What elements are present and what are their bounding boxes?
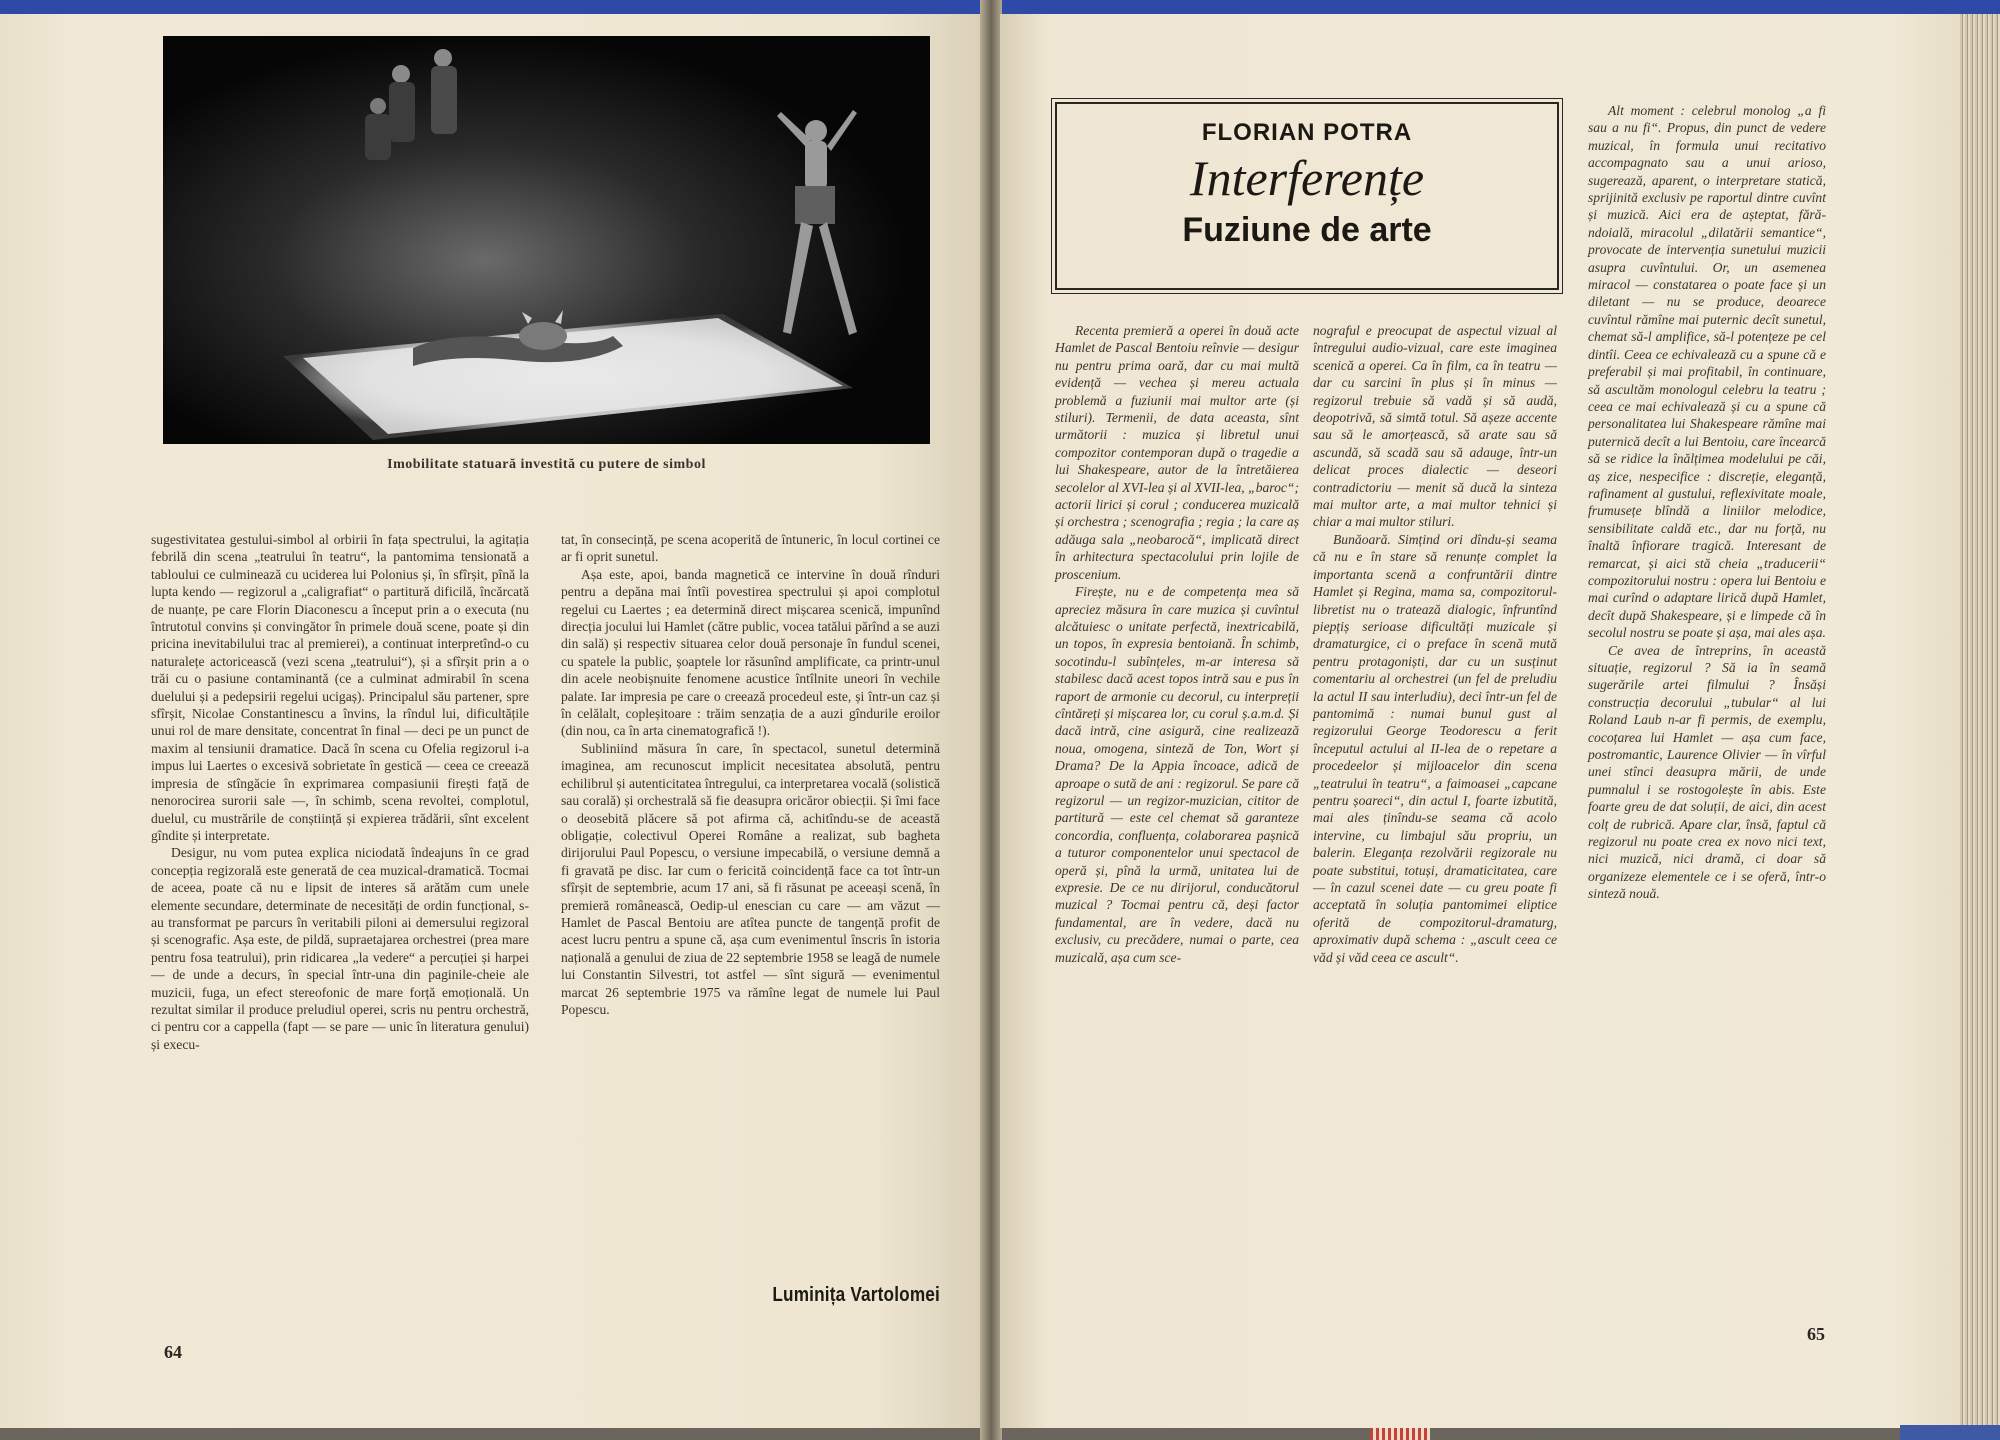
left-page [0, 14, 990, 1428]
page-number-right: 65 [1807, 1324, 1825, 1344]
author-signature: Luminița Vartolomei [772, 1284, 940, 1306]
stage-photo-image [163, 36, 930, 444]
paragraph: Firește, nu e de competența mea să apreciez măsura în care muzica și cuvîntul alcătuiesc o unitate perfectă, inextricabilă, un topos, în expresia bentoiană. În schimb, socotindu-l subînțeles, m-ar interesa să stabilesc dacă acest topos intră sau e pus în raport de armonie cu decorul, cu interpreții cîntăreți și mișcarea lor, cu corul ș.a.m.d. Și dacă intră, cine asigură, cine realizează noua, omogena, sinteză de Ton, Wort și Drama? De la Appia încoace, adică de aproape o sută de ani : regizorul. Se pare că regizorul — un regizor-muzician, cititor de partitură — este cel chemat să garanteze concordia, confluența, colaborarea pașnică a tuturor componentelor unui spectacol de operă și, pînă la urmă, unitatea lui de expresie. De ce nu dirijorul, conducătorul muzical ? Tocmai pentru că, deși factor fundamental, are în vedere, dacă nu exclusiv, cu precădere, numai o parte, cea muzicală, așa cum sce- [1055, 584, 1299, 965]
paragraph: nograful e preocupat de aspectul vizual al întregului audio-vizual, care este imaginea scenică a operei. Ca în film, ca în teatru — dar cu sarcini în plus și în minus — regizorul trebuie să vadă și să audă, deopotrivă, să simtă totul. Să așeze accente sau să le amorțească, să arate sau să ascundă, să scadă sau să adauge, într-un delicat proces dialectic — deseori contradictoriu — menit să ducă la sinteza mai multor arte, a mai multor tehnici și chiar a mai multor stiluri. [1313, 323, 1557, 530]
page-edges [1960, 14, 2000, 1428]
right-page [1000, 14, 1968, 1428]
article-subtitle: Fuziune de arte [1182, 211, 1432, 249]
article-author: FLORIAN POTRA [1201, 119, 1413, 146]
right-column-1 [1055, 322, 1299, 966]
paragraph: tat, în consecință, pe scena acoperită de întuneric, în locul cortinei ce ar fi oprit sunetul. [561, 532, 940, 565]
article-title: Interferențe [1189, 150, 1425, 206]
left-column-2 [561, 531, 940, 1018]
left-column-1 [151, 531, 529, 1053]
page-number-left: 64 [164, 1342, 182, 1362]
paragraph: Ce avea de întreprins, în această situație, regizorul ? Să ia în seamă sugerările artei filmului ? Însăși construcția decorului „tubular“ al lui Roland Laub n-ar fi permis, de exemplu, cocoțarea lui Hamlet — așa cum face, postromantic, Laurence Olivier — în vîrful unei stînci deasupra mării, de unde pumnalul i se rostogolește în abis. Este foarte greu de dat soluții, de aici, din acest colț de rubrică. Apare clar, însă, faptul că regizorul nu poate crea ex novo nici text, nici muzică, nici dramă, ci doar să organizeze elementele ce i se oferă, într-o sinteză nouă. [1588, 642, 1826, 902]
book-gutter [980, 0, 1002, 1440]
paragraph: Subliniind măsura în care, în spectacol, sunetul determină imaginea, am recunoscut implicit necesitatea absolută, pentru echilibrul și autenticitatea întregului, ca interpretarea vocală (solistică sau corală) și orchestrală să fie deasupra oricăror obiecții. Și îmi face o deosebită plăcere să pot afirma că, achitîndu-se de această obligație, colectivul Operei Române a realizat, sub bagheta dirijorului Paul Popescu, o versiune impecabilă, o versiune demnă a fi gravată pe disc. Iar cum o fericită coincidență face ca tot într-un sfîrșit de septembrie, acum 17 ani, să fi răsunat pe aceeași scenă, în premieră românească, Oedip-ul enescian cu care — am văzut — Hamlet de Pascal Bentoiu are atîtea puncte de tangență profit de acest lucru pentru a spune că, așa cum evenimentul înscris în istoria națională a genului de ziua de 22 septembrie 1958 se leagă de numele lui Constantin Silvestri, tot astfel — sînt sigură — evenimentul marcat 26 septembrie 1975 va rămîne legat de numele lui Paul Popescu. [561, 740, 940, 1017]
stage-photo [163, 36, 930, 444]
paragraph: Bunăoară. Simțind ori dîndu-și seama că nu e în stare să renunțe complet la importanta scenă a confruntării dintre Hamlet și Regina, mama sa, compozitorul-libretist nu o tratează dialogic, înfruntînd piepțiș serioase dificultăți muzicale și dramaturgice, ci o preface în scenă mută pentru protagoniști, dar cu un susținut comentariu al orchestrei (un fel de preludiu la actul II sau interludiu), deci într-un fel de pantomimă : numai bunul gust al regizorului George Teodorescu a ferit începutul actului al II-lea de o repetare a procedeelor și mijloacelor din scena „teatrului în teatru“, a faimoasei „capcane pentru șoareci“, din actul I, foarte izbutită, mai ales ținîndu-se seama că acolo intervine, cu limbajul său propriu, un balerin. Eleganța rezolvării regizorale nu poate substitui, totuși, dramaticitatea, care — în cazul scenei date — cu greu poate fi acceptată în soluția pantomimei eliptice oferită de compozitorul-dramaturg, aproximativ după schema : „ascult ceea ce văd și văd ceea ce ascult“. [1313, 531, 1557, 965]
paragraph: Desigur, nu vom putea explica niciodată îndeajuns în ce grad concepția regizorală este generată de cea muzical-dramatică. Tocmai de aceea, poate că nu e lipsit de interes să arătăm cum unele elemente secundare, determinate de necesități de ordin funcțional, s-au transformat pe parcurs în veritabili piloni ai demersului regizoral și scenografic. Așa este, de pildă, supraetajarea orchestrei (prea mare pentru fosa teatrului), prin ridicarea „la vedere“ a percuției și harpei — de unde a decurs, în special într-una din paginile-cheie ale muzicii, fuga, un efect stereofonic de mare forță emoțională. Un rezultat similar il produce preludiul operei, scris nu pentru orchestră, ci pentru cor a cappella (fapt — se pare — unic în literatura genului) și execu- [151, 845, 529, 1052]
paragraph: Alt moment : celebrul monolog „a fi sau a nu fi“. Propus, din punct de vedere muzical, în formula unui recitativo accompagnato sau a unui arioso, sugerează, aparent, o interpretare statică, sprijinită exclusiv pe raportul dintre cuvînt și muzică. Aici era de așteptat, fără-ndoială, miracolul „dilatării semantice“, provocate de intervenția sunetului muzicii asupra cuvîntului. Or, un asemenea miracol — constatarea o poate face și un diletant — nu se produce, deoarece cuvîntul rămîne mai puternic decît sunetul, chemat să-l amplifice, să-l potențeze pe cel dintîi. Ceea ce echivalează cu a spune că e preferabil și mai profitabil, în continuare, să ascultăm monologul celebru la teatru ; ceea ce mai echivalează și cu a spune că personalitatea lui Shakespeare rămîne mai puternică decît a lui Bentoiu, care încearcă să se ridice la înălțimea modelului pe căi, aș zice, nespecifice : discreție, eleganță, rafinament al gustului, reflexivitate moale, frumusețe blîndă a liniilor melodice, sensibilitate caldă etc., dar nu forță, nu înaltă înfiorare tragică. Interesant de remarcat, și aici stă cheia „traducerii“ compozitorului nostru : opera lui Bentoiu e mai curînd o adaptare lirică după Hamlet, decît după Shakespeare, și e limpede că în secolul nostru se poate și așa, mai ales așa. [1588, 103, 1826, 641]
right-column-3 [1588, 102, 1826, 903]
bookmark-ribbon [1370, 1428, 1430, 1440]
paragraph: sugestivitatea gestului-simbol al orbirii în fața spectrului, la agitația febrilă din scena „teatrului în teatru“, la pantomima tensionată a tabloului ce culminează cu uciderea lui Polonius și, în sfîrșit, pînă la lupta kendo — regizorul a „caligrafiat“ o partitură dificilă, încărcată de nuanțe, pe care Florin Diaconescu a început prin a o executa (nu întrutotul convins și convingător în primele două scene, poate și din pricina inevitabilului trac al premierei), a continuat interpretînd-o cu naturalețe actoricească (vezi scena „teatrului“), și a sfîrșit prin a o trăi cu o pasiune contaminantă (ce a culminat admirabil în scena duelului și a pedepsirii regelui ucigaș). Principalul său partener, spre sfîrșit, Nicolae Constantinescu a învins, la rîndul lui, dificultățile unui rol de mare densitate, concentrat în final — deci pe un punct de maxim al tensiunii dramatice. Dacă în scena cu Ofelia regizorul i-a impus lui Laertes o excesivă sobrietate în gestică — ceea ce creează impresia de stîngăcie în exprimarea compasiunii firești față de nenorocirea surorii sale —, în schimb, scena revoltei, complotul, duelul, cu mustrările de conștiință și expierea trădării, sînt excelent gîndite și interpretate. [151, 532, 529, 843]
article-title-box [1055, 102, 1559, 290]
book-cover-corner [1900, 1425, 2000, 1440]
photo-caption: Imobilitate statuară investită cu putere de simbol [387, 457, 706, 472]
paragraph: Recenta premieră a operei în două acte Hamlet de Pascal Bentoiu reînvie — desigur nu pentru prima oară, dar cu mai multă evidență — vechea și mereu actuala problemă a fuziunii mai multor arte (și stiluri). Termenii, de data aceasta, sînt următorii : muzica și libretul unui compozitor contemporan după o tragedie a lui Shakespeare, autor de la întretăierea secolelor al XVI-lea și al XVII-lea, „baroc“; actorii lirici și corul ; conducerea muzicală și orchestra ; scenografia ; regia ; la care aș adăuga sala „neobarocă“, implicată direct în arhitectura spectacolului prin lojile de proscenium. [1055, 323, 1299, 582]
paragraph: Așa este, apoi, banda magnetică ce intervine în două rînduri pentru a depăna mai întîi povestirea spectrului și apoi complotul regelui cu Laertes ; ea determină direct mișcarea scenică, impunînd direcția jocului lui Hamlet (către public, vocea tatălui părînd a se auzi din sală) și respectiv situarea celor două personaje în fundul scenei, cu spatele la public, șoaptele lor răsunînd amplificate, ca printr-unul din acele neobișnuite fenomene acustice întîlnite uneori în vechile palate. Iar impresia pe care o creează procedeul este, și într-un caz și în celălalt, copleșitoare : trăim senzația de a auzi gîndurile eroilor (din nou, ca în arta cinematografică !). [561, 566, 940, 739]
right-column-2 [1313, 322, 1557, 966]
